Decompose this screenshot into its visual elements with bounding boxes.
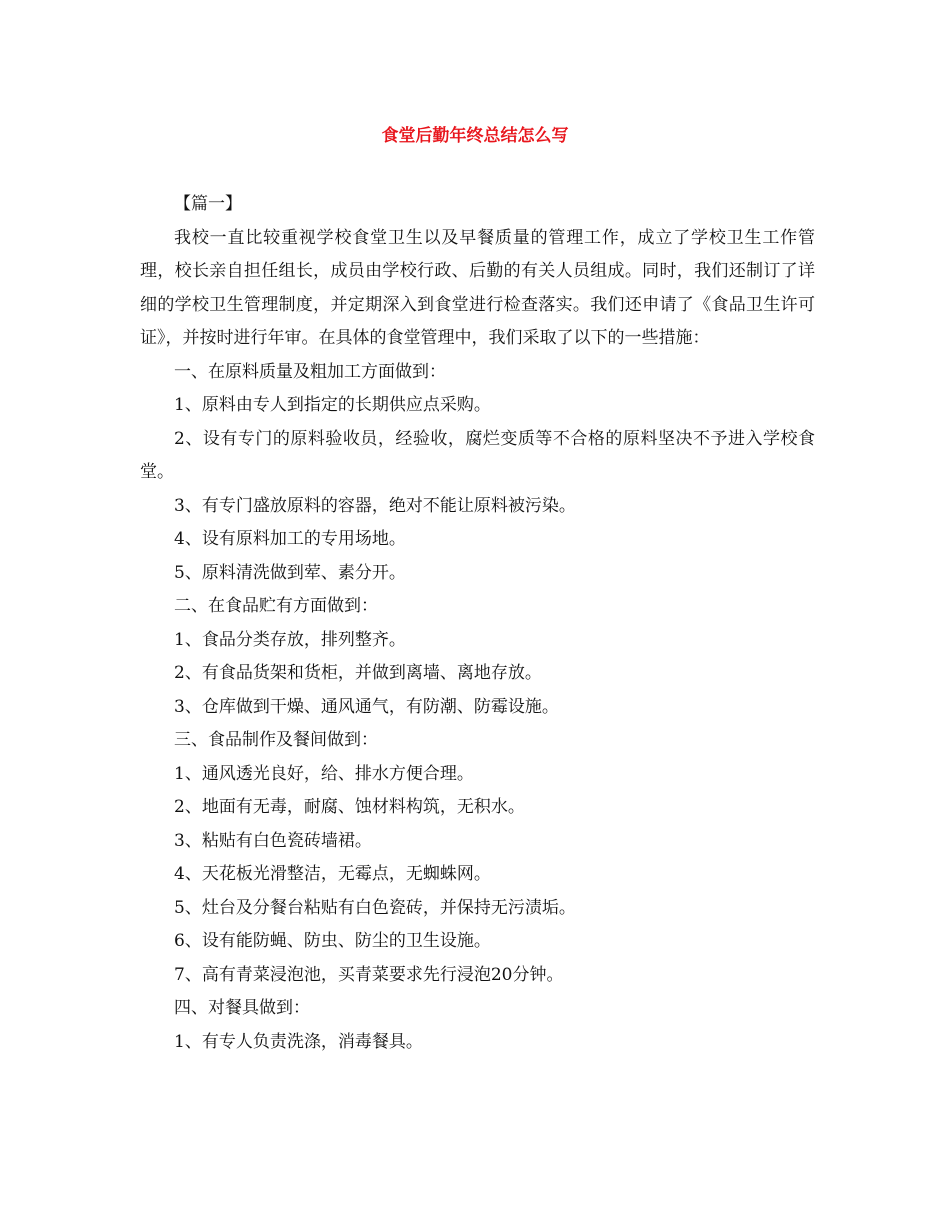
paragraph: 4、天花板光滑整洁，无霉点，无蜘蛛网。 <box>174 864 491 884</box>
paragraph: 二、在食品贮有方面做到： <box>174 596 378 616</box>
document-body <box>140 188 815 1059</box>
paragraph: 6、设有能防蝇、防虫、防尘的卫生设施。 <box>174 931 491 951</box>
intro-paragraph: 我校一直比较重视学校食堂卫生以及早餐质量的管理工作，成立了学校卫生工作管理，校长亲自担任组长，成员由学校行政、后勤的有关人员组成。同时，我们还制订了详细的学校卫生管理制度，并定期深入到食堂进行检查落实。我们还申请了《食品卫生许可证》，并按时进行年审。在具体的食堂管理中，我们采取了以下的一些措施： <box>140 227 815 348</box>
paragraph: 1、有专人负责洗涤，消毒餐具。 <box>174 1031 423 1052</box>
paragraph: 三、食品制作及餐间做到： <box>174 730 378 750</box>
paragraph: 2、设有专门的原料验收员，经验收，腐烂变质等不合格的原料坚决不予进入学校食堂。 <box>140 428 815 482</box>
paragraph: 3、粘贴有白色瓷砖墙裙。 <box>174 830 372 851</box>
paragraph: 5、原料清洗做到荤、素分开。 <box>174 562 406 583</box>
paragraph: 5、灶台及分餐台粘贴有白色瓷砖，并保持无污渍垢。 <box>174 897 576 918</box>
paragraph: 2、有食品货架和货柜，并做到离墙、离地存放。 <box>174 663 542 683</box>
paragraph: 3、仓库做到干燥、通风通气，有防潮、防霉设施。 <box>174 696 559 717</box>
paragraph: 7、高有青菜浸泡池，买青菜要求先行浸泡20分钟。 <box>174 964 564 985</box>
paragraph: 四、对餐具做到： <box>174 998 310 1018</box>
document-title: 食堂后勤年终总结怎么写 <box>381 126 569 146</box>
section-heading: 【篇一】 <box>174 194 242 214</box>
paragraph: 一、在原料质量及粗加工方面做到： <box>174 361 446 382</box>
paragraph: 4、设有原料加工的专用场地。 <box>174 529 406 549</box>
paragraph: 1、食品分类存放，排列整齐。 <box>174 629 406 650</box>
paragraph: 2、地面有无毒，耐腐、蚀材料构筑，无积水。 <box>174 797 525 817</box>
paragraph: 1、通风透光良好，给、排水方便合理。 <box>174 763 474 784</box>
paragraph: 1、原料由专人到指定的长期供应点采购。 <box>174 395 491 415</box>
paragraph: 3、有专门盛放原料的容器，绝对不能让原料被污染。 <box>174 495 576 516</box>
